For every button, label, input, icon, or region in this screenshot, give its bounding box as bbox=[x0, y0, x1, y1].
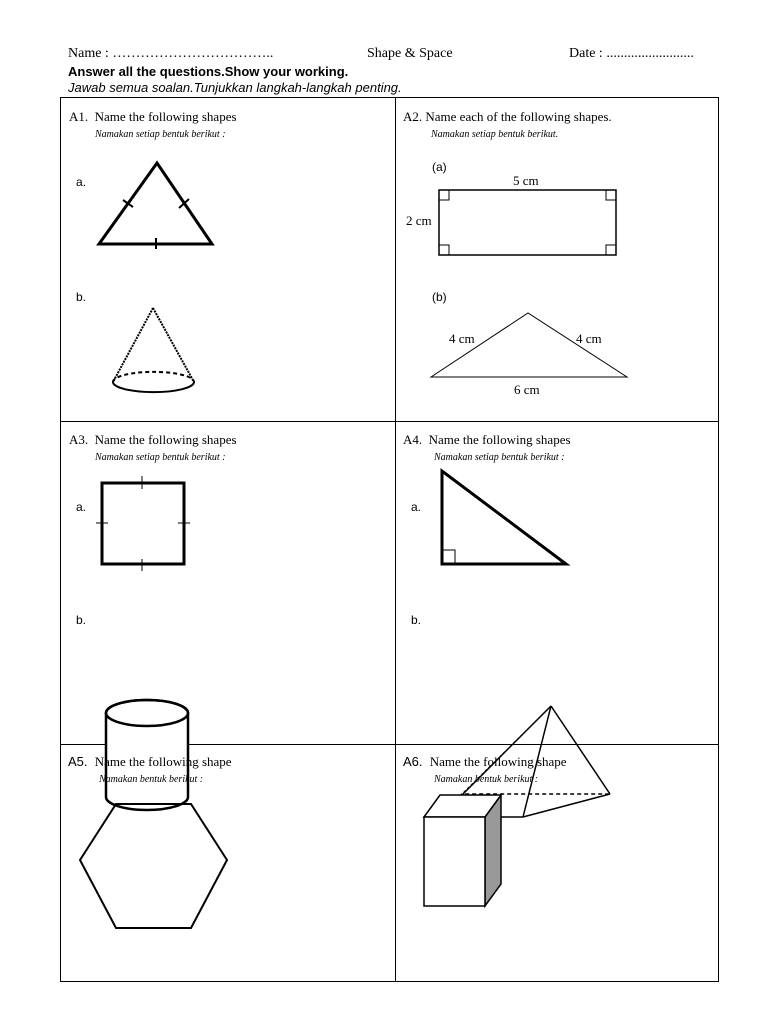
instruction-malay: Jawab semua soalan.Tunjukkan langkah-langkah penting. bbox=[68, 80, 402, 95]
part-label-a: (a) bbox=[432, 160, 447, 174]
cone-shape bbox=[61, 98, 395, 421]
question-subtitle: Namakan bentuk berikut : bbox=[99, 774, 204, 785]
question-number: A4. bbox=[403, 432, 423, 447]
instruction-english: Answer all the questions.Show your working. bbox=[68, 64, 349, 79]
question-a1 bbox=[61, 98, 395, 421]
question-subtitle: Namakan setiap bentuk berikut : bbox=[434, 452, 565, 463]
question-a4 bbox=[396, 422, 720, 744]
question-number: A2. bbox=[403, 109, 423, 124]
worksheet-header bbox=[68, 46, 708, 64]
question-number: A6. bbox=[403, 754, 423, 769]
question-title: Name the following shape bbox=[94, 754, 232, 769]
rectangle-length-label: 5 cm bbox=[513, 173, 539, 188]
date-field: Date : ......................... bbox=[569, 46, 694, 61]
part-label-b: b. bbox=[76, 613, 87, 627]
cuboid-shape bbox=[396, 745, 720, 982]
question-a6 bbox=[396, 745, 720, 982]
question-subtitle: Namakan setiap bentuk berikut. bbox=[431, 129, 559, 140]
part-label-b: b. bbox=[76, 290, 87, 304]
triangle-right-side-label: 4 cm bbox=[576, 331, 602, 346]
question-number: A5. bbox=[68, 754, 88, 769]
question-a5 bbox=[61, 745, 395, 982]
question-a3 bbox=[61, 422, 395, 744]
isosceles-triangle-shape bbox=[396, 98, 720, 421]
rectangle-width-label: 2 cm bbox=[406, 213, 432, 228]
question-number: A3. bbox=[69, 432, 89, 447]
cylinder-shape bbox=[61, 422, 395, 744]
question-title: Name the following shapes bbox=[94, 109, 237, 124]
question-title: Name the following shapes bbox=[94, 432, 237, 447]
question-subtitle: Namakan setiap bentuk berikut : bbox=[95, 129, 226, 140]
question-title: Name the following shapes bbox=[428, 432, 571, 447]
question-title: Name the following shape bbox=[429, 754, 567, 769]
triangle-left-side-label: 4 cm bbox=[449, 331, 475, 346]
hexagon-shape bbox=[61, 745, 395, 982]
question-subtitle: Namakan setiap bentuk berikut : bbox=[95, 452, 226, 463]
part-label-b: b. bbox=[411, 613, 422, 627]
part-label-a: a. bbox=[411, 500, 422, 514]
square-pyramid-shape bbox=[396, 422, 720, 744]
question-a2 bbox=[396, 98, 720, 421]
part-label-b: (b) bbox=[432, 290, 447, 304]
part-label-a: a. bbox=[76, 500, 87, 514]
question-subtitle: Namakan bentuk berikut : bbox=[434, 774, 539, 785]
worksheet-topic: Shape & Space bbox=[367, 46, 453, 61]
question-number: A1. bbox=[69, 109, 89, 124]
question-title: Name each of the following shapes. bbox=[425, 109, 612, 124]
name-field: Name : …………………………….. bbox=[68, 46, 274, 61]
triangle-base-label: 6 cm bbox=[514, 382, 540, 397]
question-grid bbox=[60, 97, 719, 982]
part-label-a: a. bbox=[76, 175, 87, 189]
